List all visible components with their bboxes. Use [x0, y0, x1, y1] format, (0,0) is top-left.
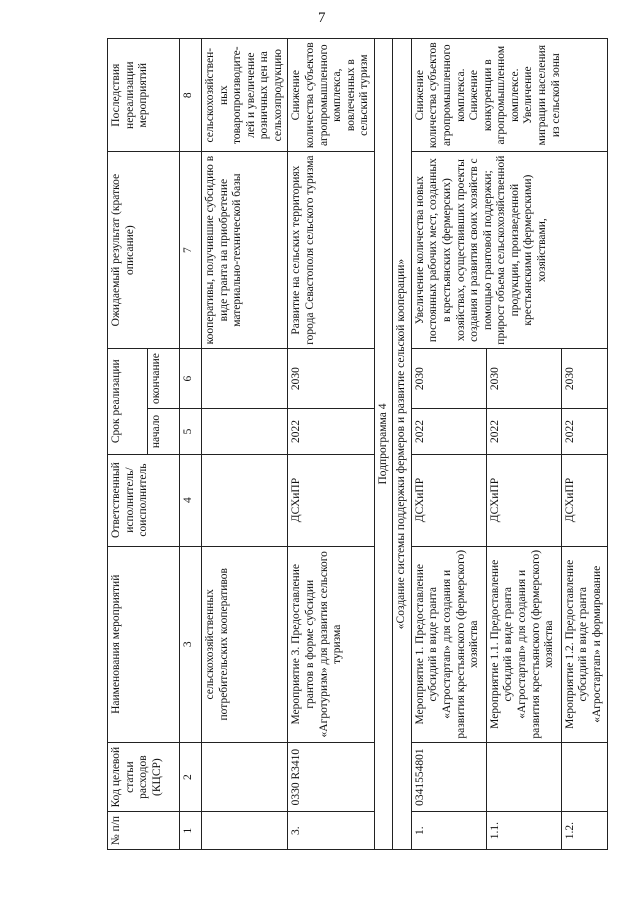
row-exec: ДСХиПР — [561, 454, 607, 546]
column-number-row — [180, 39, 202, 850]
table-row — [202, 39, 288, 850]
col-number: 2 — [180, 742, 202, 811]
row-name: Мероприятие 1.2. Предоставление субсидий в виде гранта «Агростартап» и формирование — [561, 546, 607, 742]
row-name: Мероприятие 1. Предоставление субсидий в виде гранта «Агростартап» для создания и развития крестьянского (фермерского) хозяйства — [411, 546, 486, 742]
row-start: 2022 — [486, 409, 561, 454]
col-number: 5 — [180, 409, 202, 454]
header-result: Ожидаемый результат (краткое описание) — [108, 152, 180, 348]
subprogram-subtitle-row — [393, 39, 412, 850]
row-code — [561, 742, 607, 811]
table-row — [288, 39, 374, 850]
row-num: 1. — [411, 812, 486, 850]
row-code: 0341554801 — [411, 742, 486, 811]
row-end: 2030 — [411, 348, 486, 408]
measures-table — [107, 38, 608, 850]
page-number: 7 — [318, 10, 326, 26]
row-num: 3. — [288, 812, 374, 850]
header-row — [108, 39, 148, 850]
row-exec: ДСХиПР — [411, 454, 486, 546]
col-number: 1 — [180, 812, 202, 850]
row-start — [202, 409, 288, 454]
row-name: сельскохозяйственных потребительских кооперативов — [202, 546, 288, 742]
header-end: окончание — [148, 348, 180, 408]
col-number: 4 — [180, 454, 202, 546]
row-name: Мероприятие 3. Предоставление грантов в форме субсидии «Агротуризм» для развития сельского туризма — [288, 546, 374, 742]
col-number: 7 — [180, 152, 202, 348]
table-row — [411, 39, 486, 850]
row-code: 0330 R3410 — [288, 742, 374, 811]
subprogram-subtitle: «Создание системы поддержки фермеров и развитие сельской кооперации» — [393, 39, 412, 850]
row-result: Развитие на сельских территориях города Севастополя сельского туризма — [288, 152, 374, 348]
header-code: Код целевой статьи расходов (КЦСР) — [108, 742, 180, 811]
row-num: 1.2. — [561, 812, 607, 850]
col-number: 6 — [180, 348, 202, 408]
row-end — [202, 348, 288, 408]
merged-result: Увеличение количества новых постоянных рабочих мест, созданных в крестьянских (фермерских) хозяйствах, осуществивших проекты создания и развития своих хозяйств с помощью грантовой поддержки; прирост объема сельскохозяйственной продукции, произведенной крестьянскими (фермерскими) хозяйствами, — [411, 152, 607, 348]
row-name: Мероприятие 1.1. Предоставление субсидий в виде гранта «Агростартап» для создания и развития крестьянского (фермерского) хозяйства — [486, 546, 561, 742]
rotated-table-container — [107, 38, 606, 850]
row-end: 2030 — [561, 348, 607, 408]
row-consequence: сельскохозяйствен-ных товаропроизводите-лей и увеличение розничных цен на сельхозпродукцию — [202, 39, 288, 152]
row-start: 2022 — [561, 409, 607, 454]
subprogram-title-row — [374, 39, 393, 850]
row-num — [202, 812, 288, 850]
header-consequence: Последствия нереализации мероприятий — [108, 39, 180, 152]
header-name: Наименования мероприятий — [108, 546, 180, 742]
header-start: начало — [148, 409, 180, 454]
col-number: 3 — [180, 546, 202, 742]
col-number: 8 — [180, 39, 202, 152]
row-code — [486, 742, 561, 811]
row-exec: ДСХиПР — [288, 454, 374, 546]
row-consequence: Снижение количества субъектов агропромышленного комплекса, вовлеченных в сельский туризм — [288, 39, 374, 152]
row-code — [202, 742, 288, 811]
subprogram-title: Подпрограмма 4 — [374, 39, 393, 850]
merged-consequence: Снижение количества субъектов агропромышленного комплекса. Снижение конкуренции в агропромышленном комплексе. Увеличение миграции населения из сельской зоны — [411, 39, 607, 152]
header-num: № п/п — [108, 812, 180, 850]
row-end: 2030 — [486, 348, 561, 408]
header-exec: Ответственный исполнитель/ соисполнитель — [108, 454, 180, 546]
row-exec — [202, 454, 288, 546]
row-end: 2030 — [288, 348, 374, 408]
row-result: кооперативы, получившие субсидию в виде гранта на приобретение материально-технической базы — [202, 152, 288, 348]
row-num: 1.1. — [486, 812, 561, 850]
row-start: 2022 — [411, 409, 486, 454]
row-start: 2022 — [288, 409, 374, 454]
header-period: Срок реализации — [108, 348, 148, 454]
row-exec: ДСХиПР — [486, 454, 561, 546]
